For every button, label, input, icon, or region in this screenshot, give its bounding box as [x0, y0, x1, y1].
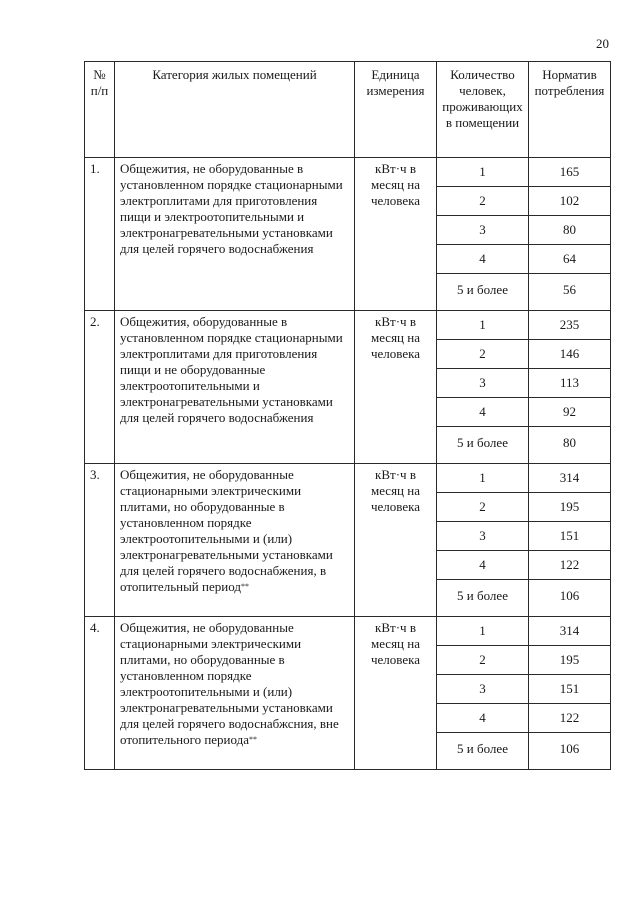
norm-value-cell: 92	[529, 398, 611, 427]
people-count-cell: 5 и более	[437, 580, 529, 617]
norm-value-cell: 195	[529, 646, 611, 675]
norm-value-cell: 151	[529, 675, 611, 704]
footnote-mark: **	[240, 582, 249, 591]
row-unit: кВт·ч в месяц на человека	[355, 311, 437, 464]
row-number: 1.	[85, 158, 115, 311]
category-text: Общежития, оборудованные в установленном порядке стационарными электроплитами для приготовления пищи и не оборудованные электроотопительными и электронагревательными установками для целей горячего водоснабжения	[120, 314, 343, 425]
header-num-label: № п/п	[90, 67, 109, 98]
norm-value-cell: 102	[529, 187, 611, 216]
norm-value-cell: 106	[529, 733, 611, 770]
people-count-cell: 1	[437, 464, 529, 493]
table-row	[85, 311, 611, 340]
row-category	[115, 311, 355, 464]
header-unit	[355, 62, 437, 158]
row-number: 2.	[85, 311, 115, 464]
norm-value-cell: 64	[529, 245, 611, 274]
header-category	[115, 62, 355, 158]
people-count-cell: 1	[437, 311, 529, 340]
norm-value-cell: 165	[529, 158, 611, 187]
page-number: 20	[596, 36, 609, 51]
row-category	[115, 617, 355, 770]
people-count-cell: 2	[437, 493, 529, 522]
table-row	[85, 617, 611, 646]
norm-value-cell: 106	[529, 580, 611, 617]
header-norm-label: Норматив потребления	[534, 67, 605, 98]
people-count-cell: 5 и более	[437, 427, 529, 464]
people-count-cell: 3	[437, 522, 529, 551]
table-row	[85, 158, 611, 187]
people-count-cell: 3	[437, 216, 529, 245]
category-text: Общежития, не оборудованные стационарными электрическими плитами, но оборудованные в установленном порядке электроотопительными и (или) электронагревательными установками для целей горячего водоснабжения, в отопительный период	[120, 467, 333, 594]
row-number: 3.	[85, 464, 115, 617]
people-count-cell: 1	[437, 158, 529, 187]
norm-value-cell: 235	[529, 311, 611, 340]
norm-value-cell: 80	[529, 427, 611, 464]
row-unit: кВт·ч в месяц на человека	[355, 464, 437, 617]
header-num	[85, 62, 115, 158]
people-count-cell: 2	[437, 340, 529, 369]
category-text: Общежития, не оборудованные в установленном порядке стационарными электроплитами для приготовления пищи и электроотопительными и электронагревательными установками для целей горячего водоснабжения	[120, 161, 343, 256]
people-count-cell: 2	[437, 187, 529, 216]
row-category	[115, 158, 355, 311]
norm-value-cell: 122	[529, 704, 611, 733]
people-count-cell: 2	[437, 646, 529, 675]
people-count-cell: 4	[437, 704, 529, 733]
people-count-cell: 5 и более	[437, 274, 529, 311]
norm-value-cell: 151	[529, 522, 611, 551]
people-count-cell: 4	[437, 245, 529, 274]
norm-value-cell: 56	[529, 274, 611, 311]
norm-value-cell: 122	[529, 551, 611, 580]
footnote-mark: **	[249, 735, 258, 744]
header-people-label: Количество человек, проживающих в помещении	[442, 67, 523, 130]
norm-value-cell: 314	[529, 617, 611, 646]
people-count-cell: 4	[437, 551, 529, 580]
header-unit-label: Единица измерения	[366, 67, 425, 98]
consumption-norms-table	[84, 61, 611, 770]
norm-value-cell: 195	[529, 493, 611, 522]
header-norm	[529, 62, 611, 158]
table-row	[85, 464, 611, 493]
header-people	[437, 62, 529, 158]
row-category	[115, 464, 355, 617]
norm-value-cell: 80	[529, 216, 611, 245]
people-count-cell: 1	[437, 617, 529, 646]
header-category-label: Категория жилых помещений	[152, 67, 317, 82]
row-unit: кВт·ч в месяц на человека	[355, 158, 437, 311]
table-body	[85, 158, 611, 770]
table-header-row	[85, 62, 611, 158]
people-count-cell: 5 и более	[437, 733, 529, 770]
row-unit: кВт·ч в месяц на человека	[355, 617, 437, 770]
category-text: Общежития, не оборудованные стационарными электрическими плитами, но оборудованные в установленном порядке электроотопительными и (или) электронагревательными установками для целей горячего водоснабжсния, вне отопительного периода	[120, 620, 339, 747]
norm-value-cell: 314	[529, 464, 611, 493]
norm-value-cell: 113	[529, 369, 611, 398]
people-count-cell: 3	[437, 369, 529, 398]
people-count-cell: 3	[437, 675, 529, 704]
people-count-cell: 4	[437, 398, 529, 427]
row-number: 4.	[85, 617, 115, 770]
norm-value-cell: 146	[529, 340, 611, 369]
